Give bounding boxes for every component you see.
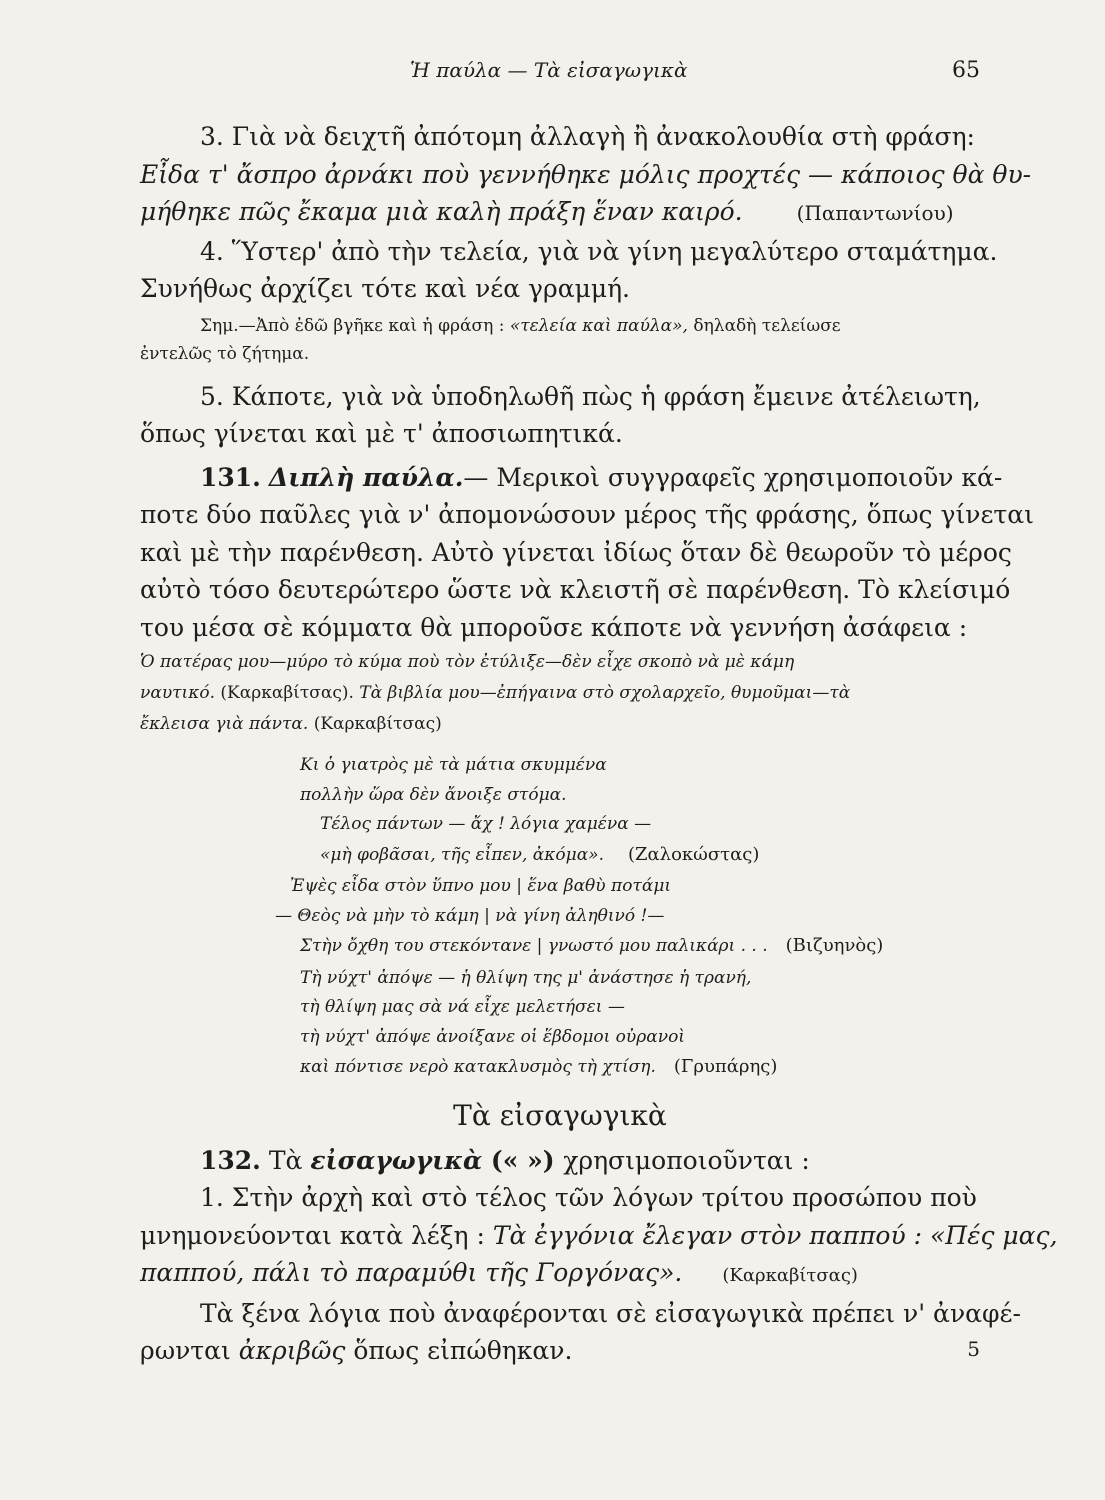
section-131-line-3: καὶ μὲ τὴν παρένθεση. Αὐτὸ γίνεται ἰδίως ὅταν δὲ θεωροῦν τὸ μέρος <box>140 537 1012 567</box>
poem-line: Κι ὁ γιατρὸς μὲ τὰ μάτια σκυμμένα <box>300 755 607 775</box>
section-132-line-1: 132. Τὰ εἰσαγωγικὰ (« ») χρησιμοποιοῦνται : <box>200 1145 810 1175</box>
page-header <box>140 58 980 88</box>
page-body <box>140 118 1058 1370</box>
source-papantoniou: (Παπαντωνίου) <box>796 201 954 225</box>
poem-line: «μὴ φοβᾶσαι, τῆς εἶπεν, ἀκόμα». (Ζαλοκώστας) <box>320 843 760 865</box>
source-vizyinos: (Βιζυηνὸς) <box>785 935 884 956</box>
poem-line: τὴ νύχτ' ἀπόψε ἀνοίξανε οἱ ἕβδομοι οὐρανοὶ <box>300 1026 685 1047</box>
poem-line: Τὴ νύχτ' ἀπόψε — ἡ θλίψη της μ' ἀνάστησε ἡ τρανή, <box>300 967 752 988</box>
poem-line: καὶ πόντισε νερὸ κατακλυσμὸς τὴ χτίση. (Γρυπάρης) <box>300 1056 778 1077</box>
item-3-line-2: Εἶδα τ' ἄσπρο ἀρνάκι ποὺ γεννήθηκε μόλις προχτές — κάποιος θὰ θυ- <box>140 159 1032 189</box>
example-line-3: ἔκλεισα γιὰ πάντα. (Καρκαβίτσας) <box>140 714 442 734</box>
poem-line: πολλὴν ὥρα δὲν ἄνοιξε στόμα. <box>300 784 567 805</box>
section-132-para-2-line-1: Τὰ ξένα λόγια ποὺ ἀναφέρονται σὲ εἰσαγωγικὰ πρέπει ν' ἀναφέ- <box>200 1298 1021 1328</box>
section-132-para-2-line-2: ρωνται ἀκριβῶς ὅπως εἰπώθηκαν. <box>140 1336 573 1365</box>
item-5-line-2: ὅπως γίνεται καὶ μὲ τ' ἀποσιωπητικά. <box>140 419 623 448</box>
item-3-line-3: μήθηκε πῶς ἔκαμα μιὰ καλὴ πράξη ἕναν καιρό. (Παπαντωνίου) <box>140 197 954 226</box>
poem-line: Στὴν ὄχθη του στεκόντανε | γνωστό μου παλικάρι . . . (Βιζυηνὸς) <box>300 935 884 956</box>
section-131-line-5: του μέσα σὲ κόμματα θὰ μποροῦσε κάποτε νὰ γεννήση ἀσάφεια : <box>140 612 968 642</box>
section-title: Τὰ εἰσαγωγικὰ <box>453 1098 667 1132</box>
example-line-1: Ὁ πατέρας μου—μύρο τὸ κύμα ποὺ τὸν ἐτύλιξε—δὲν εἶχε σκοπὸ νὰ μὲ κάμη <box>140 652 795 672</box>
item-4-line-2: Συνήθως ἀρχίζει τότε καὶ νέα γραμμή. <box>140 274 631 303</box>
note-line-2: ἐντελῶς τὸ ζήτημα. <box>140 343 310 364</box>
note-line-1: Σημ.—Ἀπὸ ἐδῶ βγῆκε καὶ ἡ φράση : «τελεία καὶ παύλα», δηλαδὴ τελείωσε <box>200 315 841 336</box>
section-132-item-1-line-3: παππού, πάλι τὸ παραμύθι τῆς Γοργόνας». (Καρκαβίτσας) <box>140 1258 858 1287</box>
item-4-line-1: 4. Ὕστερ' ἀπὸ τὴν τελεία, γιὰ νὰ γίνη μεγαλύτερο σταμάτημα. <box>200 236 998 266</box>
source-karkavitsas: (Καρκαβίτσας) <box>722 1265 858 1286</box>
running-title: Ἡ παύλα — Τὰ εἰσαγωγικὰ <box>410 58 688 82</box>
item-3-line-1: 3. Γιὰ νὰ δειχτῆ ἀπότομη ἀλλαγὴ ἢ ἀνακολουθία στὴ φράση: <box>200 122 975 151</box>
source-gryparis: (Γρυπάρης) <box>673 1056 778 1077</box>
section-132-item-1-line-1: 1. Στὴν ἀρχὴ καὶ στὸ τέλος τῶν λόγων τρίτου προσώπου ποὺ <box>200 1183 977 1212</box>
heading-quotes: εἰσαγωγικὰ <box>310 1145 483 1175</box>
item-5-line-1: 5. Κάποτε, γιὰ νὰ ὑποδηλωθῆ πὼς ἡ φράση ἔμεινε ἀτέλειωτη, <box>200 381 981 411</box>
section-131-line-1: 131. Διπλὴ παύλα.— Μερικοὶ συγγραφεῖς χρησιμοποιοῦν κά- <box>200 462 1003 492</box>
section-131-line-2: ποτε δύο παῦλες γιὰ ν' ἀπομονώσουν μέρος τῆς φράσης, ὅπως γίνεται <box>140 500 1034 529</box>
poem-line: — Θεὸς νὰ μὴν τὸ κάμη | νὰ γίνη ἀληθινό !— <box>275 905 665 926</box>
section-132-item-1-line-2: μνημονεύονται κατὰ λέξη : Τὰ ἐγγόνια ἔλεγαν στὸν παππού : «Πές μας, <box>140 1220 1058 1250</box>
poem-gryparis <box>300 964 980 1083</box>
poem-line: Ἐψὲς εἶδα στὸν ὕπνο μου | ἕνα βαθὺ ποτάμι <box>290 876 672 896</box>
signature-number: 5 <box>967 1337 980 1361</box>
section-131-line-4: αὐτὸ τόσο δευτερώτερο ὥστε νὰ κλειστῆ σὲ παρένθεση. Τὸ κλείσιμό <box>140 575 1011 604</box>
page-number: 65 <box>952 58 980 83</box>
source-zalokostas: (Ζαλοκώστας) <box>627 843 760 865</box>
poem-line: Τέλος πάντων — ἄχ ! λόγια χαμένα — <box>320 814 652 834</box>
poem-zalokostas <box>300 751 980 870</box>
example-line-2: ναυτικό. (Καρκαβίτσας). Τὰ βιβλία μου—ἐπήγαινα στὸ σχολαρχεῖο, θυμοῦμαι—τὰ <box>140 683 851 703</box>
heading-double-dash: Διπλὴ παύλα. <box>268 462 464 492</box>
poem-vizyinos <box>275 872 980 962</box>
poem-line: τὴ θλίψη μας σὰ νά εἶχε μελετήσει — <box>300 997 625 1017</box>
